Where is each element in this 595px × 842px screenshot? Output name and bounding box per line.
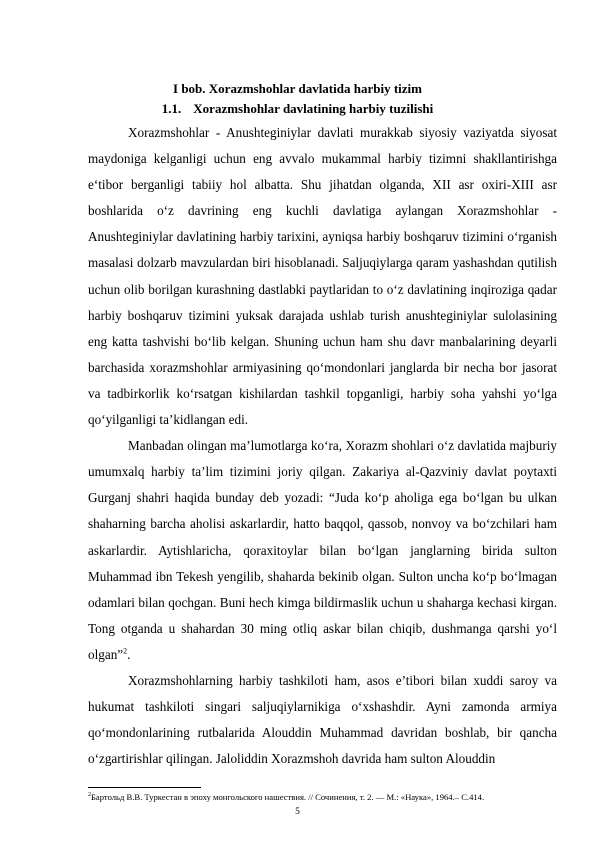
section-heading [0,100,595,118]
footnote-text: Бартольд В.В. Туркестан в эпоху монгольского нашествия. // Сочинения, т. 2. — М.: «Наука», 1964.– С.414. [91,791,485,802]
paragraph-2-end: . [127,646,131,662]
footnote-divider [88,787,201,788]
footnote [88,790,568,803]
footnote-reference[interactable]: 2 [123,646,128,656]
paragraph-1: Xorazmshohlar - Anushteginiylar davlati murakkab siyosiy vaziyatda siyosat maydoniga kelganligi uchun eng avvalo mukammal harbiy tizimni shakllantirishga e‘tibor berganligi tabiiy hol albatta. Shu jihatdan olganda, XII asr oxiri-XIII asr boshlarida o‘z davrining eng kuchli davlatiga aylangan Xorazmshohlar - Anushteginiylar davlatining harbiy tarixini, ayniqsa harbiy boshqaruv tizimini o‘rganish masalasi dolzarb mavzulardan biri hisoblanadi. Saljuqiylarga qaram yashashdan qutilish uchun olib borilgan kurashning dastlabki paytlaridan to o‘z davlatining inqiroziga qadar harbiy boshqaruv tizimini yuksak darajada ushlab turish anushteginiylar sulolasining eng katta tashvishi bo‘lib kelgan. Shuning uchun ham shu davr manbalarining deyarli barchasida xorazmshohlar armiyasining qo‘mondonlari janglarda bir necha bor jasorat va tadbirkorlik ko‘rsatgan kishilardan tashkil topganligi, harbiy soha yahshi yo‘lga qo‘yilganligi ta’kidlangan edi. [88,125,557,428]
page-number: 5 [295,807,300,817]
paragraph-3: Xorazmshohlarning harbiy tashkiloti ham, asos e’tibori bilan xuddi saroy va hukumat tashkiloti singari saljuqiylarnikiga o‘xshashdir. Ayni zamonda armiya qo‘mondonlarining rutbalarida Alouddin Muhammad davridan boshlab, bir qancha o‘zgartirishlar qilingan. Jaloliddin Xorazmshoh davrida ham sulton Alouddin [88,672,557,767]
body-text [88,120,557,772]
section-number: 1.1. [161,101,182,116]
paragraph-2-text: Manbadan olingan ma’lumotlarga ko‘ra, Xorazm shohlari o‘z davlatida majburiy umumxalq harbiy ta’lim tizimini joriy qilgan. Zakariya al-Qazviniy davlat poytaxti Gurganj shahri haqida bunday deb yozadi: “Juda ko‘p aholiga ega bo‘lgan bu ulkan shaharning barcha aholisi askarlardir, hatto baqqol, qassob, nonvoy va bo‘zchilari ham askarlardir. Aytishlaricha, qoraxitoylar bilan bo‘lgan janglarning birida sulton Muhammad ibn Tekesh yengilib, shaharda bekinib olgan. Sulton uncha ko‘p bo‘lmagan odamlari bilan qochgan. Buni hech kimga bildirmaslik uchun u shaharga kechasi kirgan. Tong otganda u shahardan 30 ming otliq askar bilan chiqib, dushmanga qarshi yo‘l olgan” [88,438,557,662]
section-title: Xorazmshohlar davlatining harbiy tuzilishi [193,101,434,116]
paragraph-2 [88,433,557,668]
chapter-title: I bob. Xorazmshohlar davlatida harbiy tizim [173,81,422,96]
footnote-mark: 2 [88,792,91,798]
